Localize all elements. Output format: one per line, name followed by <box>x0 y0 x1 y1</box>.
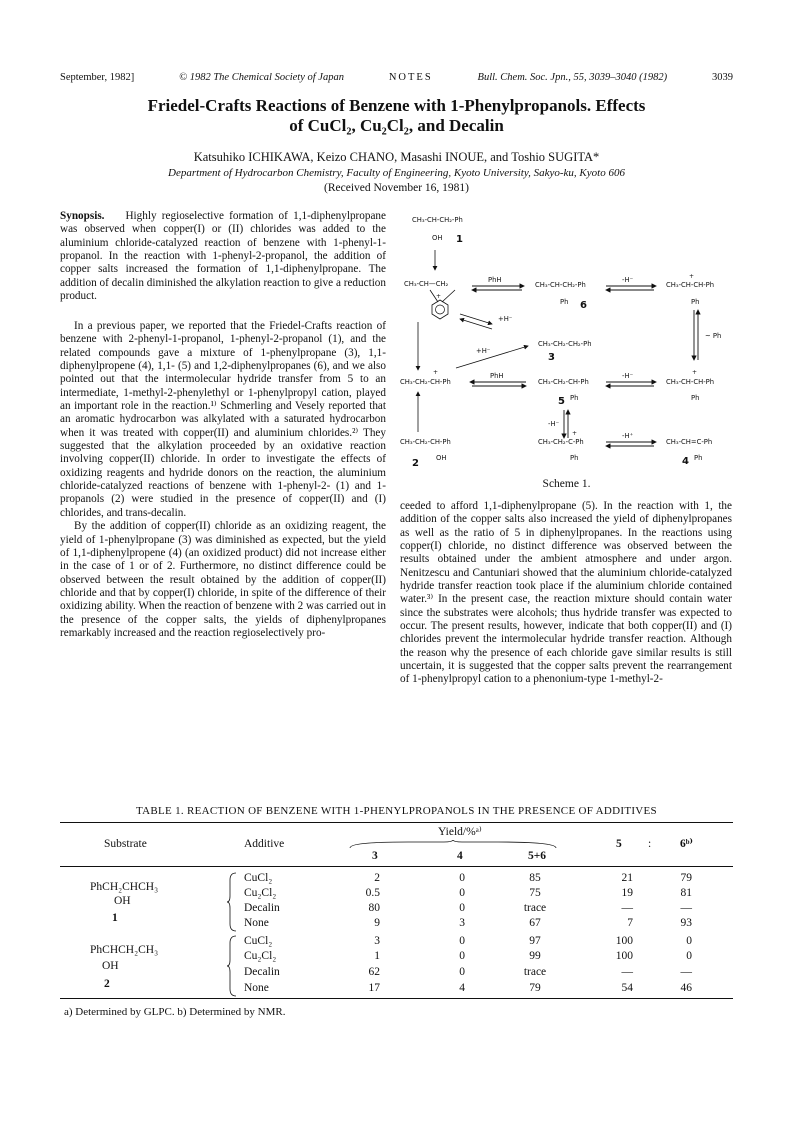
compound-5-formula: CH₃-CH₂-CH-Ph <box>538 378 589 386</box>
paragraph-intro: In a previous paper, we reported that the Friedel-Crafts reaction of benzene with 2-phenyl-1-propanol, 1-phenyl-2-propanol (1), and the related compounds gave a mixture of 1-phenylpropane (3), 1,1-diphenylpropene (4), 1,1- (5) and 1,2-diphenylpropanes (6), and we also pointed out that the intermolecular hydride transfer from 5 to an intermediate, 1-methyl-2-phenylethyl or 1-phenylpropyl cation, played an important role in the reaction.¹⁾ Schmerling and Vesely reported that an aromatic hydrocarbon was alkylated with a saturated hydrocarbon when it was treated with copper(II) and aluminium chlorides.²⁾ They suggested that the alkylation proceeded by an oxidative reaction involving copper(II) chloride. In order to investigate the effects of oxidizing reagents and hydride donors on the reaction, the aluminium chloride-catalyzed reactions of benzene with 1-phenyl-2- (1) and 1-propanols (2) were studied in the presence of copper(II) and (I) chlorides, and trans-decalin. <box>60 320 386 519</box>
synopsis-label: Synopsis. <box>60 210 105 222</box>
cell-additive: Decalin <box>244 902 280 914</box>
plus-charge-top: + <box>689 273 695 280</box>
plus-charge-bottom: + <box>572 430 578 437</box>
cell-yield-3: 1 <box>374 950 380 962</box>
body-left-column <box>60 320 386 640</box>
compound-2-oh: OH <box>436 454 447 462</box>
cell-additive: Decalin <box>244 966 280 978</box>
header-compound-4: 4 <box>457 850 463 862</box>
cation-right-formula: CH₃-CH-CH-Ph <box>666 378 715 386</box>
cell-yield-5-6: 85 <box>529 872 541 884</box>
compound-1-oh: OH <box>432 234 443 242</box>
cell-ratio-6: 0 <box>686 935 692 947</box>
affiliation: Department of Hydrocarbon Chemistry, Faculty of Engineering, Kyoto University, Sakyo-ku, Kyoto 606 <box>168 167 625 179</box>
header-yield: Yield/%ᵃ⁾ <box>438 826 482 838</box>
synopsis-text: Highly regioselective formation of 1,1-diphenylpropane was observed when copper(I) or (II) chlorides was added to the aluminium chloride-catalyzed reaction of benzene with 1-phenyl-1-propanol. In the reaction with 1-phenyl-2-propanol, the addition of copper salts increased the formation of 1,1-diphenylpropane. The addition of decalin diminished the alkylation reaction to give a reduction product. <box>60 210 386 303</box>
header-section: NOTES <box>388 72 433 83</box>
yield-brace <box>348 840 558 850</box>
substrate-1-formula: PhCH₂CHCH₃ <box>90 881 159 893</box>
cell-additive: Cu₂Cl₂ <box>244 887 277 899</box>
cell-yield-5-6: 75 <box>529 887 541 899</box>
article-title <box>80 96 713 136</box>
cell-yield-5-6: trace <box>523 966 547 978</box>
minus-hydride-vertical: -H⁻ <box>548 420 560 428</box>
cell-yield-5-6: 79 <box>529 982 541 994</box>
plus-charge: + <box>436 293 442 300</box>
compound-6-formula: CH₃-CH-CH₂-Ph <box>535 281 586 289</box>
paragraph-continued: ceeded to afford 1,1-diphenylpropane (5). In the reaction with 1, the addition of the copper salts also increased the yield of diphenylpropanes as well as the ratio of 5 in diphenylpropanes. In the reactions using copper(I) chloride, no distinct difference was observed between the results obtained under the ambient atmosphere and under argon. Nenitzescu and Cantuniari showed that the aluminium chloride-catalyzed hydride transfer reaction took place if the aluminium chloride contained water.³⁾ In the present case, the reaction mixture should contain water since the substrates were alcohols; thus hydride transfer was expected to occur. The present results, however, indicate that both copper(II) and (I) chlorides prevent the intermolecular hydride transfer reaction. Although the reason why the presence of each chloride gave similar results is still uncertain, it is suggested that the copper salts prevent the rearrangement of 1-phenylpropyl cation to a phenonium-type 1-methyl-2- <box>400 500 732 686</box>
minus-hydride-mid: -H⁻ <box>622 372 634 380</box>
table-header-rule <box>60 866 733 867</box>
substrate-1-oh: OH <box>114 895 131 907</box>
plus-hydride-left: +H⁻ <box>476 347 491 355</box>
brace-1 <box>226 872 238 932</box>
table-top-rule <box>60 822 733 823</box>
header-compound-5-6: 5+6 <box>528 850 547 862</box>
cell-ratio-6: — <box>680 966 692 978</box>
cell-yield-4: 0 <box>459 887 465 899</box>
cell-yield-5-6: 97 <box>529 935 541 947</box>
cation-bottom-ph: Ph <box>570 454 579 462</box>
compound-6-label: 6 <box>580 300 587 311</box>
compound-3-formula: CH₃-CH₂-CH₂-Ph <box>538 340 592 348</box>
cell-ratio-5: 100 <box>615 935 633 947</box>
cation-bottom-formula: CH₃-CH₂-C-Ph <box>538 438 584 446</box>
reaction-scheme-diagram <box>400 210 733 475</box>
cell-yield-3: 0.5 <box>365 887 380 899</box>
substrate-1-label: 1 <box>112 912 118 924</box>
cell-yield-4: 0 <box>459 950 465 962</box>
cell-yield-4: 0 <box>459 872 465 884</box>
body-right-column <box>400 500 732 696</box>
title-line-2: of CuCl₂, Cu₂Cl₂, and Decalin <box>289 116 504 135</box>
cell-ratio-5: 100 <box>615 950 633 962</box>
cell-ratio-5: 21 <box>621 872 633 884</box>
cell-yield-3: 17 <box>368 982 380 994</box>
minus-proton-bottom: -H⁺ <box>622 432 634 440</box>
table-footnote: a) Determined by GLPC. b) Determined by NMR. <box>64 1006 286 1018</box>
cell-yield-4: 0 <box>459 966 465 978</box>
compound-6-ph: Ph <box>560 298 569 306</box>
brace-2 <box>226 935 238 997</box>
paragraph-results: By the addition of copper(II) chloride as an oxidizing reagent, the yield of 1-phenylpropane (3) was diminished as expected, but the yield of 1,1-diphenylpropene (4) (an oxidized product) did not increase either in the case of 1 or of 2. Furthermore, no distinct difference could be observed between the result obtained by the addition of copper(II) chloride and that by copper(I) chloride, in spite of the difference of their oxidizing ability. When the reaction of benzene with 2 was carried out in the presence of the copper salts, the yields of diphenylpropanes remarkably increased and the reaction regioselectively pro- <box>60 520 386 639</box>
compound-4-ph: Ph <box>694 454 703 462</box>
compound-1-label: 1 <box>456 234 463 245</box>
cell-ratio-6: 46 <box>680 982 692 994</box>
cell-yield-4: 0 <box>459 935 465 947</box>
substrate-2-label: 2 <box>104 978 110 990</box>
header-ratio-5: 5 <box>616 838 622 850</box>
header-ratio-colon: : <box>648 838 652 850</box>
header-additive: Additive <box>244 838 285 850</box>
cell-ratio-5: — <box>621 966 633 978</box>
plus-hydride-diagonal: +H⁻ <box>498 315 513 323</box>
header-copyright: © 1982 The Chemical Society of Japan <box>179 72 344 83</box>
cell-yield-4: 3 <box>459 917 465 929</box>
compound-4-formula: CH₃-CH=C-Ph <box>666 438 713 446</box>
compound-1-formula: CH₃-CH-CH₂-Ph <box>412 216 463 224</box>
cell-ratio-5: 7 <box>627 917 633 929</box>
cell-yield-3: 3 <box>374 935 380 947</box>
title-line-1: Friedel-Crafts Reactions of Benzene with 1-Phenylpropanols. Effects <box>147 96 646 115</box>
header-date: September, 1982] <box>60 72 135 83</box>
received-date: (Received November 16, 1981) <box>324 182 469 194</box>
cation-left-formula: CH₃-CH₂-CH-Ph <box>400 378 451 386</box>
cation-top-ph: Ph <box>691 298 700 306</box>
cell-ratio-6: 93 <box>680 917 692 929</box>
cell-additive: Cu₂Cl₂ <box>244 950 277 962</box>
scheme-caption: Scheme 1. <box>542 478 591 490</box>
cell-ratio-5: 54 <box>621 982 633 994</box>
cell-additive: None <box>244 982 269 994</box>
table-title: TABLE 1. REACTION OF BENZENE WITH 1-PHENYLPROPANOLS IN THE PRESENCE OF ADDITIVES <box>136 805 657 817</box>
scheme-1 <box>400 210 733 490</box>
cell-additive: CuCl₂ <box>244 935 273 947</box>
header-compound-3: 3 <box>372 850 378 862</box>
cation-top-formula: CH₃-CH-CH-Ph <box>666 281 715 289</box>
synopsis <box>60 210 386 312</box>
cell-yield-5-6: 67 <box>529 917 541 929</box>
cell-yield-5-6: trace <box>523 902 547 914</box>
compound-4-label: 4 <box>682 456 689 467</box>
compound-2-formula: CH₃-CH₂-CH-Ph <box>400 438 451 446</box>
author-list: Katsuhiko ICHIKAWA, Keizo CHANO, Masashi INOUE, and Toshio SUGITA* <box>193 150 600 164</box>
minus-hydride-top: -H⁻ <box>622 276 634 284</box>
cell-yield-3: 80 <box>368 902 380 914</box>
compound-2-label: 2 <box>412 458 419 469</box>
phenonium-formula: CH₃-CH—CH₂ <box>404 280 449 288</box>
cation-right-ph: Ph <box>691 394 700 402</box>
cell-ratio-5: 19 <box>621 887 633 899</box>
cell-yield-3: 2 <box>374 872 380 884</box>
compound-3-label: 3 <box>548 352 555 363</box>
cell-additive: None <box>244 917 269 929</box>
cell-yield-5-6: 99 <box>529 950 541 962</box>
cell-ratio-6: 0 <box>686 950 692 962</box>
table-bottom-rule <box>60 998 733 999</box>
compound-5-label: 5 <box>558 396 565 407</box>
cell-yield-4: 0 <box>459 902 465 914</box>
cell-yield-3: 9 <box>374 917 380 929</box>
header-substrate: Substrate <box>104 838 147 850</box>
substrate-2-formula: PhCHCH₂CH₃ <box>90 944 159 956</box>
compound-5-ph: Ph <box>570 394 579 402</box>
cell-ratio-6: 79 <box>680 872 692 884</box>
plus-charge-left: + <box>433 369 439 376</box>
header-citation: Bull. Chem. Soc. Jpn., 55, 3039–3040 (1982) <box>477 72 668 83</box>
cell-ratio-6: — <box>680 902 692 914</box>
cell-ratio-6: 81 <box>680 887 692 899</box>
cell-additive: CuCl₂ <box>244 872 273 884</box>
running-head <box>60 72 733 83</box>
cell-ratio-5: — <box>621 902 633 914</box>
cell-yield-3: 62 <box>368 966 380 978</box>
plus-charge-right: + <box>692 369 698 376</box>
phenyl-shift: ~ Ph <box>705 332 722 340</box>
header-page-number: 3039 <box>711 72 733 83</box>
reagent-phh-top: PhH <box>488 276 502 284</box>
header-ratio-6: 6ᵇ⁾ <box>680 838 693 850</box>
reagent-phh-mid: PhH <box>490 372 504 380</box>
benzene-ring-icon <box>432 300 448 319</box>
cell-yield-4: 4 <box>459 982 465 994</box>
substrate-2-oh: OH <box>102 960 119 972</box>
